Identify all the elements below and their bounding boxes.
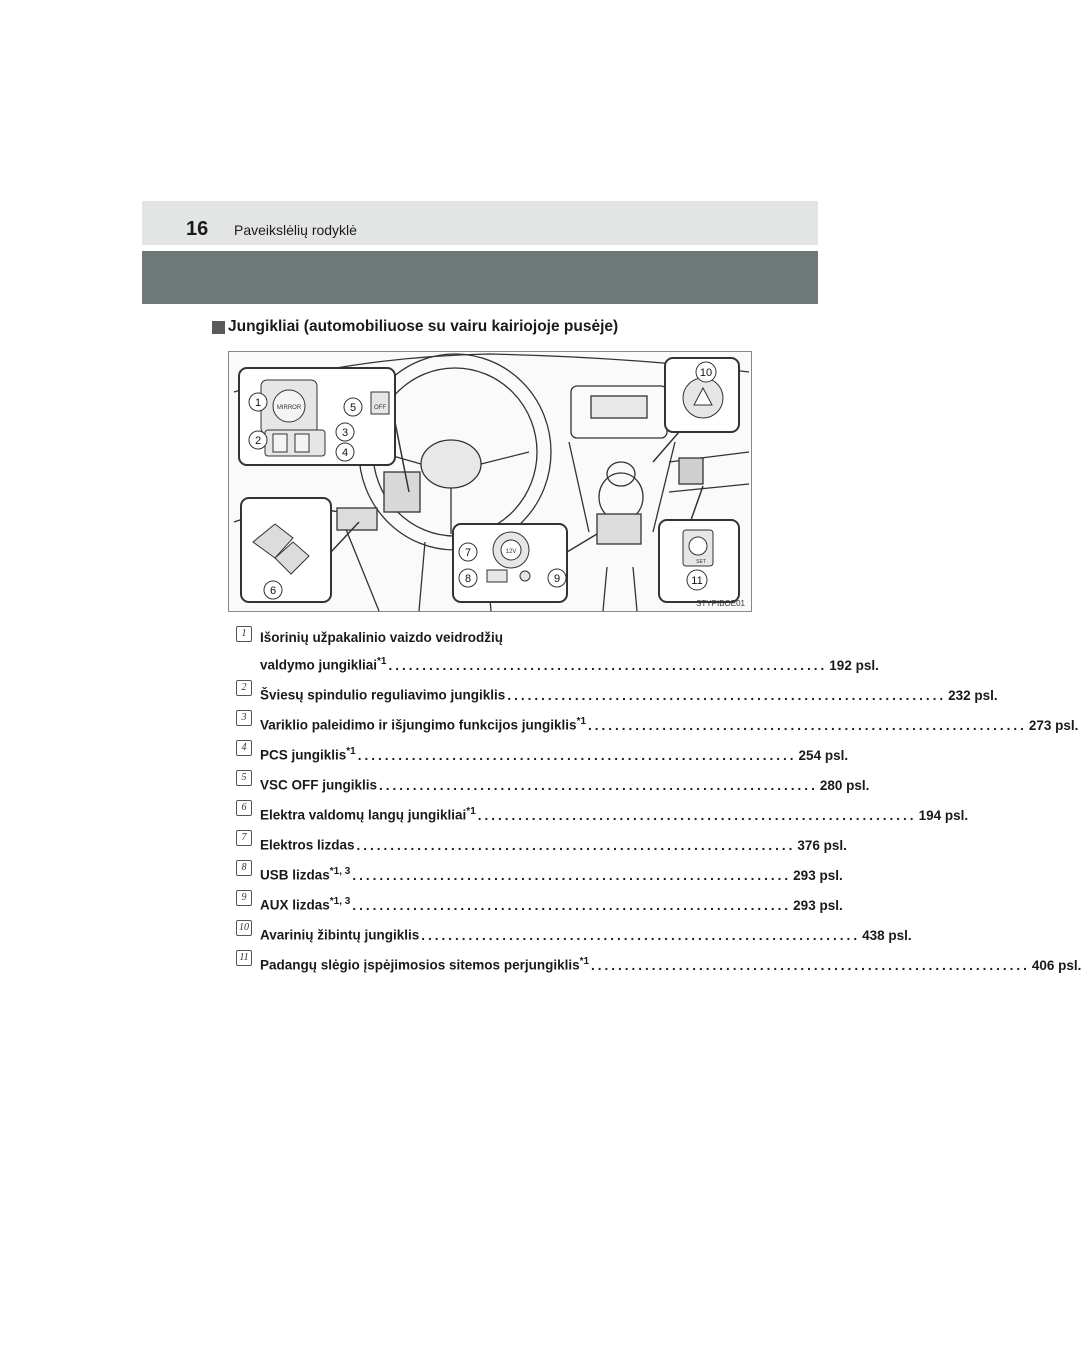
figure-code: STYPIBOE01: [696, 599, 745, 608]
item-page: 438 psl.: [862, 927, 912, 943]
item-label: Variklio paleidimo ir išjungimo funkcijos jungiklis: [260, 717, 577, 733]
item-page: 232 psl.: [948, 687, 998, 703]
dashboard-illustration: [229, 352, 751, 611]
item-label: Padangų slėgio įspėjimosios sitemos perjungiklis: [260, 957, 580, 973]
callout-3: 3: [341, 427, 349, 439]
item-footnote: *1: [377, 656, 387, 667]
leader-dots: .................................................................: [477, 807, 917, 823]
item-page: 293 psl.: [793, 867, 843, 883]
header-title: Paveikslėlių rodyklė: [234, 222, 357, 238]
leader-dots: .................................................................: [352, 897, 792, 913]
item-page: 376 psl.: [797, 837, 847, 853]
item-number: 3: [236, 710, 252, 726]
list-item: [236, 830, 847, 854]
callout-11: 11: [691, 575, 703, 587]
leader-dots: .................................................................: [388, 657, 828, 673]
leader-dots: .................................................................: [588, 717, 1027, 733]
v12-label: 12V: [505, 549, 517, 555]
item-label: Šviesų spindulio reguliavimo jungiklis: [260, 687, 506, 703]
item-label: Avarinių žibintų jungiklis: [260, 927, 420, 943]
list-item: [236, 710, 1079, 734]
item-footnote: *1: [466, 806, 476, 817]
callout-9: 9: [553, 573, 561, 585]
leader-dots: .................................................................: [357, 747, 797, 763]
item-list: [236, 626, 1081, 980]
callout-7: 7: [464, 547, 472, 559]
list-item: [236, 890, 843, 914]
item-label: Elektra valdomų langų jungikliai: [260, 807, 467, 823]
leader-dots: .................................................................: [356, 837, 796, 853]
item-footnote: *1: [346, 746, 356, 757]
dashboard-figure: [228, 351, 752, 612]
item-page: 406 psl.: [1031, 957, 1081, 973]
callout-8: 8: [464, 573, 472, 585]
item-label: Elektros lizdas: [260, 837, 355, 853]
item-label-line1: Išorinių užpakalinio vaizdo veidrodžių: [260, 630, 504, 645]
off-label: OFF: [374, 405, 386, 411]
item-number: 5: [236, 770, 252, 786]
leader-dots: .................................................................: [421, 927, 861, 943]
item-number: 7: [236, 830, 252, 846]
item-footnote: *1, 3: [329, 896, 351, 907]
page-number: 16: [186, 218, 209, 240]
list-item: [236, 740, 849, 764]
item-number: 6: [236, 800, 252, 816]
item-page: 280 psl.: [819, 777, 870, 793]
list-item: [236, 680, 998, 704]
item-label: valdymo jungikliai: [260, 657, 378, 673]
item-page: 293 psl.: [793, 897, 843, 913]
callout-5: 5: [349, 402, 357, 414]
callout-10: 10: [699, 367, 713, 379]
mirror-label: MIRROR: [276, 405, 302, 411]
item-footnote: *1: [576, 716, 587, 727]
item-page: 273 psl.: [1028, 717, 1079, 733]
item-number: 8: [236, 860, 252, 876]
callout-4: 4: [341, 447, 349, 459]
section-heading: [212, 318, 618, 336]
item-number: 11: [236, 950, 252, 966]
list-item: [236, 626, 879, 674]
item-footnote: *1, 3: [329, 866, 351, 877]
item-page: 192 psl.: [829, 657, 879, 673]
callout-2: 2: [254, 435, 262, 447]
item-page: 194 psl.: [918, 807, 969, 823]
item-label: AUX lizdas: [260, 897, 330, 913]
header-band: [142, 251, 818, 304]
list-item: [236, 950, 1081, 974]
list-item: [236, 920, 912, 944]
item-page: 254 psl.: [798, 747, 849, 763]
item-number: 2: [236, 680, 252, 696]
leader-dots: .................................................................: [507, 687, 947, 703]
leader-dots: .................................................................: [591, 957, 1030, 973]
section-title: Jungikliai (automobiliuose su vairu kairiojoje pusėje): [228, 318, 619, 335]
set-label: SET: [696, 559, 706, 565]
item-number: 4: [236, 740, 252, 756]
callout-6: 6: [269, 585, 277, 597]
item-label: PCS jungiklis: [260, 747, 347, 763]
list-item: [236, 860, 843, 884]
item-number: 9: [236, 890, 252, 906]
list-item: [236, 770, 870, 794]
item-label: USB lizdas: [260, 867, 330, 883]
item-number: 10: [236, 920, 252, 936]
leader-dots: .................................................................: [379, 777, 818, 793]
item-label: VSC OFF jungiklis: [260, 777, 378, 793]
item-footnote: *1: [579, 956, 590, 967]
callout-1: 1: [254, 397, 262, 409]
list-item: [236, 800, 969, 824]
item-number: 1: [236, 626, 252, 642]
leader-dots: .................................................................: [352, 867, 792, 883]
section-marker-icon: [212, 321, 225, 334]
